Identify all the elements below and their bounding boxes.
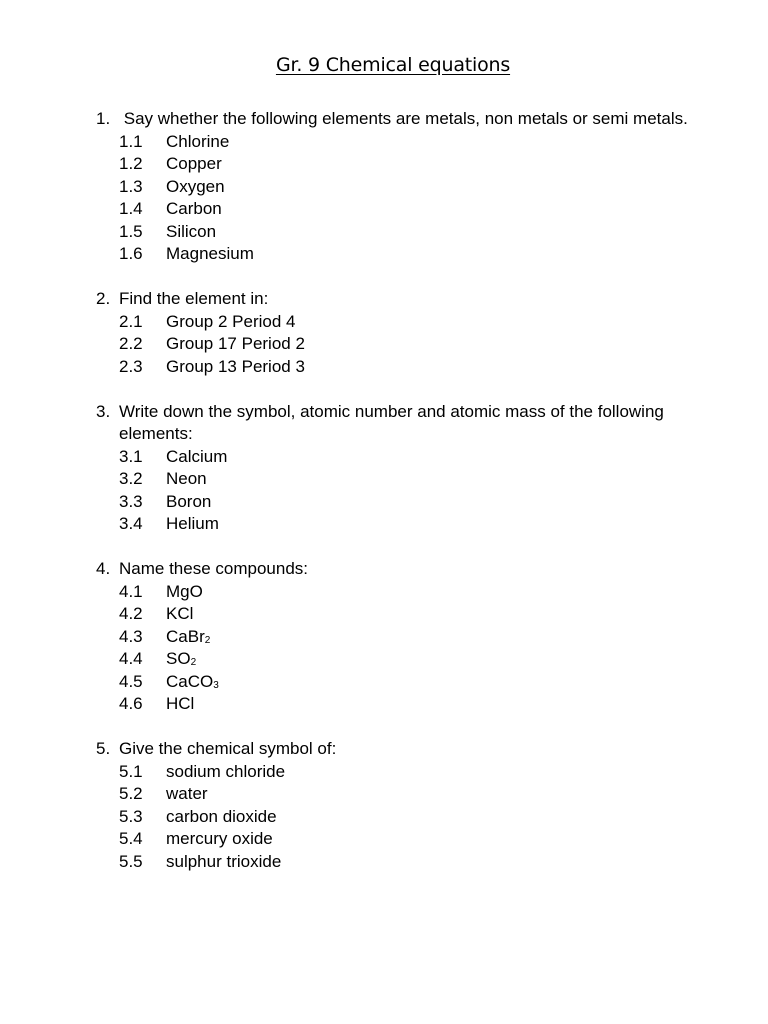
list-item [96,783,716,806]
item-label: Calcium [166,446,228,466]
list-item [96,131,716,154]
item-text [166,446,227,469]
item-label: Boron [166,491,212,511]
question-number: 5. [96,739,111,758]
item-label: Magnesium [166,244,254,263]
item-number: 4.6 [119,694,143,713]
list-item [96,513,716,536]
item-number: 1.3 [119,176,143,196]
item-number: 4.5 [119,671,143,691]
list-item [96,198,716,221]
list-item [96,603,716,626]
question-heading [96,288,716,311]
item-label: Group 2 Period 4 [166,311,296,331]
item-label: CaBr [166,626,205,646]
item-text [166,243,254,266]
question-text: Find the element in: [119,289,269,308]
list-item [96,693,716,716]
item-label: carbon dioxide [166,806,277,826]
item-number: 2.2 [119,334,143,353]
item-text [166,356,305,379]
item-label: HCl [166,694,195,713]
question-heading [96,738,716,761]
item-text [166,783,208,806]
item-number: 3.4 [119,514,143,533]
question-text: Name these compounds: [119,559,308,578]
question-heading [96,558,716,581]
formula-subscript: 2 [190,657,197,668]
item-number: 1.4 [119,199,143,218]
question-number: 2. [96,289,111,308]
item-label: Group 13 Period 3 [166,356,305,376]
item-number: 5.3 [119,806,143,826]
question-1 [96,108,716,266]
item-number: 3.1 [119,446,143,466]
item-label: KCl [166,604,194,623]
item-number: 4.3 [119,626,143,646]
formula-subscript: 3 [213,679,219,691]
item-text [166,333,305,356]
question-list [96,108,716,896]
question-number: 1. [96,109,111,128]
item-text [166,603,193,626]
item-text [166,491,211,514]
list-item [96,626,716,649]
item-text [166,828,273,851]
item-text [166,581,203,604]
item-label: Carbon [166,199,222,218]
item-text [166,153,222,176]
item-label: Chlorine [166,131,230,151]
item-label: CaCO [166,671,214,691]
document-title: Gr. 9 Chemical equations [275,54,511,76]
list-item [96,581,716,604]
list-item [96,176,716,199]
item-number: 5.4 [119,829,143,848]
item-label: SO [166,649,191,668]
list-item [96,153,716,176]
item-text [166,198,222,221]
item-number: 2.3 [119,356,143,376]
list-item [96,356,716,379]
list-item [96,648,716,671]
item-number: 1.5 [119,221,143,241]
item-text [166,806,277,829]
item-label: sulphur trioxide [166,851,282,871]
question-4 [96,558,716,716]
item-label: Helium [166,514,219,533]
question-number: 3. [96,401,111,421]
item-number: 1.2 [119,154,143,173]
item-number: 5.5 [119,851,143,871]
item-number: 4.2 [119,604,143,623]
list-item [96,446,716,469]
list-item [96,761,716,784]
item-text [166,648,196,671]
item-label: mercury oxide [166,829,273,848]
formula-subscript: 2 [204,634,211,646]
item-number: 2.1 [119,311,143,331]
list-item [96,851,716,874]
question-number: 4. [96,559,111,578]
item-text [166,761,285,784]
item-number: 1.6 [119,244,143,263]
question-heading [96,401,716,446]
list-item [96,221,716,244]
item-label: Copper [166,154,222,173]
item-text [166,513,219,536]
item-label: sodium chloride [166,761,286,781]
item-number: 1.1 [119,131,143,151]
item-text [166,176,225,199]
item-number: 5.1 [119,761,143,781]
question-text: Say whether the following elements are metals, non metals or semi metals. [119,109,688,128]
item-text [166,311,295,334]
item-number: 4.4 [119,649,143,668]
question-text: Write down the symbol, atomic number and atomic mass of the following elements: [119,401,669,443]
item-text [166,693,194,716]
item-text [166,131,229,154]
item-label: Oxygen [166,176,225,196]
list-item [96,671,716,694]
item-text [166,221,216,244]
item-label: MgO [166,581,203,601]
list-item [96,806,716,829]
question-text: Give the chemical symbol of: [119,739,337,758]
list-item [96,468,716,491]
question-3 [96,401,716,536]
item-label: Group 17 Period 2 [166,334,305,353]
item-number: 4.1 [119,581,143,601]
list-item [96,333,716,356]
item-label: water [166,784,208,803]
item-text [166,468,207,491]
item-number: 3.3 [119,491,143,511]
item-number: 5.2 [119,784,143,803]
item-number: 3.2 [119,469,143,488]
item-text [166,671,219,694]
item-label: Silicon [166,221,217,241]
question-heading [96,108,716,131]
list-item [96,828,716,851]
question-2 [96,288,716,378]
list-item [96,243,716,266]
list-item [96,311,716,334]
item-text [166,626,210,649]
list-item [96,491,716,514]
item-label: Neon [166,469,207,488]
question-5 [96,738,716,873]
item-text [166,851,281,874]
